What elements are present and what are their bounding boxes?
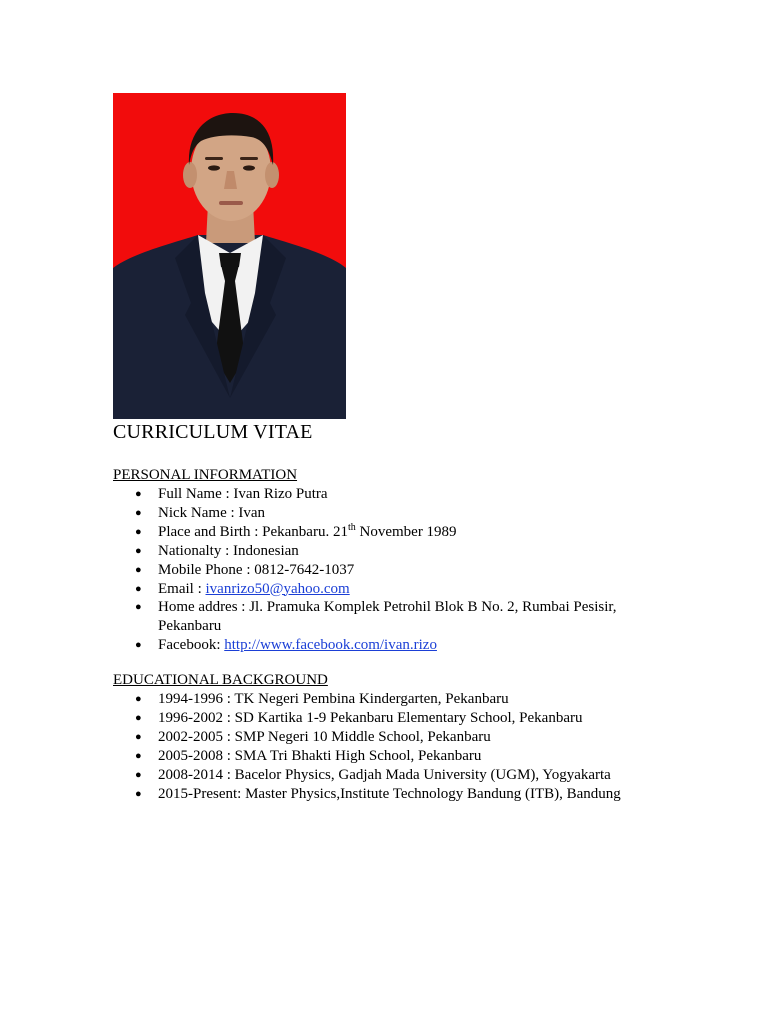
list-item: [113, 580, 673, 599]
bullet-icon: ●: [135, 693, 142, 705]
education-item: [113, 728, 673, 747]
full-name: Full Name : Ivan Rizo Putra: [158, 486, 328, 502]
email-label: Email :: [158, 580, 206, 597]
bullet-icon: ●: [135, 787, 142, 800]
facebook-link[interactable]: http://www.facebook.com/ivan.rizo: [224, 637, 437, 654]
education-entry: 2005-2008 : SMA Tri Bhakti High School, Pekanbaru: [158, 747, 482, 764]
education-list: [113, 690, 673, 803]
bullet-icon: ●: [135, 506, 142, 519]
bullet-icon: ●: [135, 749, 142, 762]
bullet-icon: ●: [135, 601, 142, 614]
birth-ordinal: th: [347, 521, 356, 533]
list-item: [113, 636, 673, 655]
list-item: [113, 523, 673, 542]
list-item: [113, 485, 673, 504]
bullet-icon: ●: [135, 544, 142, 557]
personal-information-heading: PERSONAL INFORMATION: [113, 467, 298, 483]
bullet-icon: ●: [135, 768, 142, 781]
educational-background-heading: EDUCATIONAL BACKGROUND: [113, 672, 328, 688]
bullet-icon: ●: [135, 730, 142, 743]
education-entry: 2008-2014 : Bacelor Physics, Gadjah Mada University (UGM), Yogyakarta: [158, 766, 611, 783]
bullet-icon: ●: [135, 582, 142, 595]
education-item: [113, 766, 673, 785]
birth-suffix: November 1989: [355, 523, 457, 540]
education-item: [113, 709, 673, 728]
birth-prefix: Place and Birth : Pekanbaru. 21: [158, 523, 348, 540]
bullet-icon: ●: [135, 488, 142, 500]
education-entry: 2015-Present: Master Physics,Institute Technology Bandung (ITB), Bandung: [158, 785, 621, 802]
home-address-line-1: Home addres : Jl. Pramuka Komplek Petrohil Blok B No. 2, Rumbai Pesisir,: [158, 599, 617, 616]
list-item: [113, 542, 673, 561]
nationality: Nationalty : Indonesian: [158, 542, 299, 559]
home-address-line-2: Pekanbaru: [158, 618, 222, 635]
personal-information-list: [113, 485, 673, 655]
education-item: [113, 690, 673, 709]
nick-name: Nick Name : Ivan: [158, 504, 266, 521]
bullet-icon: ●: [135, 711, 142, 724]
education-item: [113, 747, 673, 766]
profile-photo: [113, 93, 346, 419]
education-item: [113, 785, 673, 804]
email-link[interactable]: ivanrizo50@yahoo.com: [205, 580, 350, 597]
list-item: [113, 561, 673, 580]
document-title: CURRICULUM VITAE: [113, 421, 313, 443]
education-entry: 2002-2005 : SMP Negeri 10 Middle School, Pekanbaru: [158, 728, 491, 745]
bullet-icon: ●: [135, 525, 142, 538]
list-item: [113, 598, 673, 636]
education-entry: 1996-2002 : SD Kartika 1-9 Pekanbaru Elementary School, Pekanbaru: [158, 709, 583, 726]
education-entry: 1994-1996 : TK Negeri Pembina Kindergarten, Pekanbaru: [158, 691, 509, 707]
bullet-icon: ●: [135, 563, 142, 576]
list-item: [113, 504, 673, 523]
mobile-phone: Mobile Phone : 0812-7642-1037: [158, 561, 355, 578]
facebook-label: Facebook:: [158, 637, 225, 654]
bullet-icon: ●: [135, 639, 142, 652]
